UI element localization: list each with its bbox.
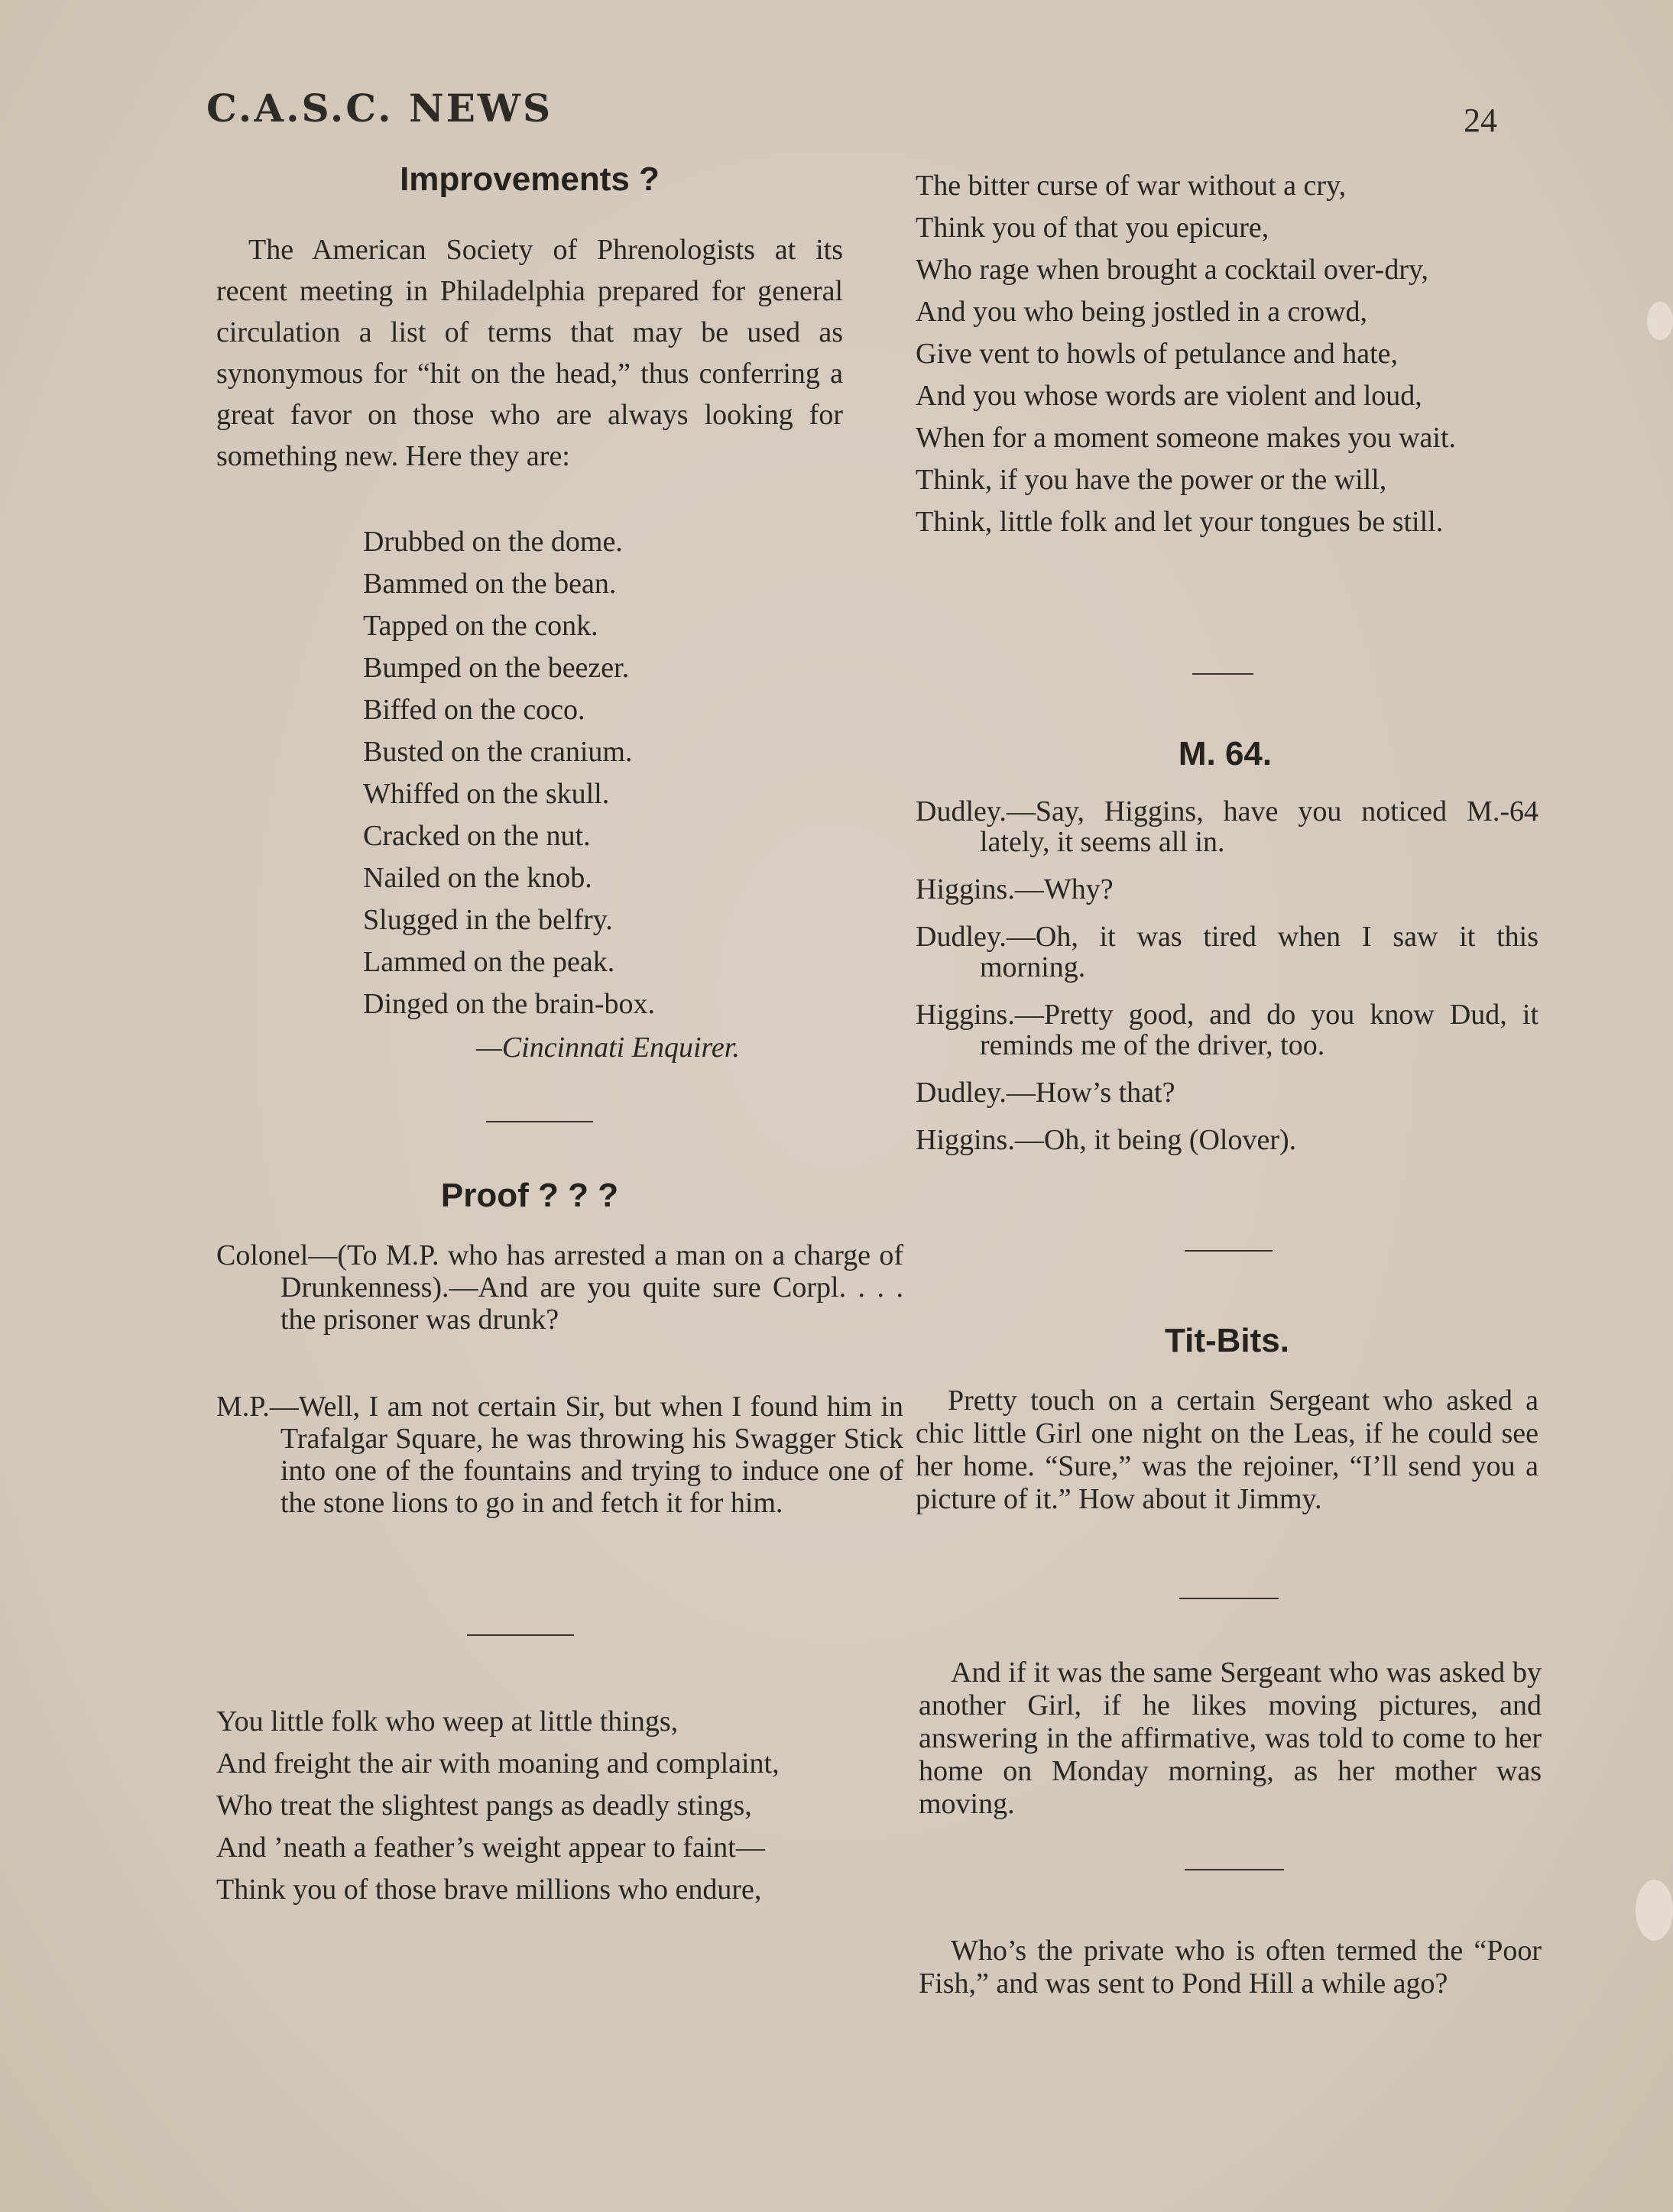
poem-left — [216, 1705, 843, 1916]
term-item: Tapped on the conk. — [363, 610, 598, 642]
proof-mp-line: M.P.—Well, I am not certain Sir, but when I found him in Trafalgar Square, he was throwing his Swagger Stick into one of the fountains and trying to induce one of the stone lions to go in and fetch it for him. — [216, 1391, 903, 1519]
poem-line: You little folk who weep at little things, — [216, 1705, 679, 1738]
poem-line: Think you of those brave millions who endure, — [216, 1874, 762, 1906]
improvements-title: Improvements ? — [400, 160, 660, 198]
dialogue-line: Dudley.—How’s that? — [916, 1077, 1175, 1109]
m64-title: M. 64. — [1178, 735, 1273, 772]
page-number: 24 — [1464, 102, 1497, 139]
divider — [1179, 1598, 1279, 1599]
terms-list — [363, 521, 837, 1025]
term-item: Drubbed on the dome. — [363, 526, 623, 558]
divider — [1192, 673, 1253, 675]
poem-line: Who rage when brought a cocktail over-dry, — [916, 254, 1429, 286]
poem-line: Give vent to howls of petulance and hate, — [916, 338, 1399, 370]
divider — [1185, 1869, 1284, 1870]
proof-title: Proof ? ? ? — [440, 1177, 619, 1214]
poem-line: Who treat the slightest pangs as deadly stings, — [216, 1789, 752, 1822]
term-item: Lammed on the peak. — [363, 946, 615, 978]
poem-line: Think, if you have the power or the will, — [916, 464, 1387, 496]
paper-tear — [1636, 1880, 1673, 1941]
titbits-para-1: Pretty touch on a certain Sergeant who asked a chic little Girl one night on the Leas, if he could see her home. “Sure,” was the rejoiner, “I’ll send you a picture of it.” How about it Jimmy. — [916, 1385, 1538, 1515]
poem-line: When for a moment someone makes you wait. — [916, 422, 1457, 454]
proof-colonel-line: Colonel—(To M.P. who has arrested a man on a charge of Drunkenness).—And are you quite sure Corpl. . . . the prisoner was drunk? — [216, 1239, 903, 1336]
improvements-intro: The American Society of Phrenologists at its recent meeting in Philadelphia prepared for general circulation a list of terms that may be used as synonymous for “hit on the head,” thus conferring a great favor on those who are always looking for something new. Here they are: — [216, 234, 843, 472]
poem-line: The bitter curse of war without a cry, — [916, 170, 1347, 202]
term-item: Busted on the cranium. — [363, 736, 633, 768]
divider — [1185, 1250, 1273, 1252]
poem-line: And you whose words are violent and loud, — [916, 380, 1422, 412]
term-item: Slugged in the belfry. — [363, 904, 613, 936]
source-attribution: —Cincinnati Enquirer. — [476, 1032, 740, 1064]
term-item: Cracked on the nut. — [363, 820, 591, 852]
titbits-para-3: Who’s the private who is often termed the “Poor Fish,” and was sent to Pond Hill a while ago? — [919, 1935, 1542, 2000]
term-item: Biffed on the coco. — [363, 694, 585, 726]
masthead: C.A.S.C. NEWS — [206, 86, 553, 131]
divider — [486, 1121, 593, 1122]
titbits-title: Tit-Bits. — [1165, 1322, 1289, 1359]
term-item: Bammed on the bean. — [363, 568, 617, 600]
poem-line: And ’neath a feather’s weight appear to faint— — [216, 1831, 765, 1864]
titbits-para-2: And if it was the same Sergeant who was asked by another Girl, if he likes moving pictures, and answering in the affirmative, was told to come to her home on Monday morning, as her mother was moving. — [919, 1657, 1542, 1820]
term-item: Whiffed on the skull. — [363, 778, 610, 810]
term-item: Dinged on the brain-box. — [363, 988, 656, 1020]
divider — [467, 1634, 574, 1636]
paper-tear — [1647, 302, 1673, 340]
poem-right — [916, 170, 1538, 548]
term-item: Nailed on the knob. — [363, 862, 592, 894]
poem-line: And freight the air with moaning and complaint, — [216, 1747, 780, 1780]
dialogue-line: Higgins.—Oh, it being (Olover). — [916, 1124, 1297, 1156]
dialogue-line: Higgins.—Pretty good, and do you know Dud, it reminds me of the driver, too. — [916, 999, 1538, 1061]
term-item: Bumped on the beezer. — [363, 652, 630, 684]
poem-line: Think, little folk and let your tongues be still. — [916, 506, 1444, 538]
poem-line: Think you of that you epicure, — [916, 212, 1269, 244]
poem-line: And you who being jostled in a crowd, — [916, 296, 1368, 328]
dialogue-line: Dudley.—Oh, it was tired when I saw it this morning. — [916, 921, 1538, 983]
dialogue-line: Dudley.—Say, Higgins, have you noticed M.-64 lately, it seems all in. — [916, 795, 1538, 858]
dialogue-line: Higgins.—Why? — [916, 873, 1114, 905]
m64-dialogue — [916, 796, 1538, 1172]
